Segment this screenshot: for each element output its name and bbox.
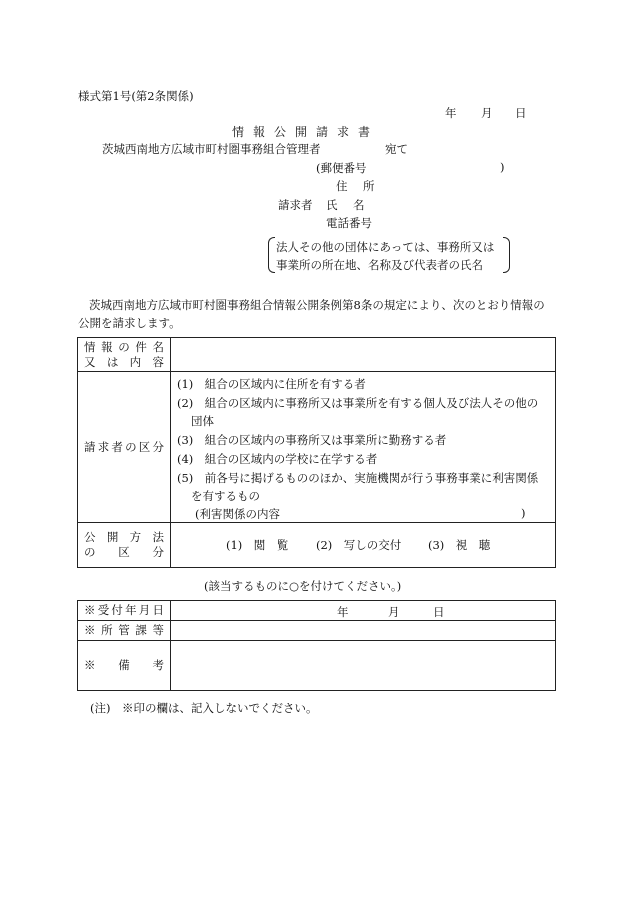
section-cell	[171, 621, 556, 641]
category-label: 請求者の区分	[84, 439, 164, 454]
subject-label-line2: 又は内容	[84, 354, 164, 369]
request-paragraph-line1: 茨城西南地方広域市町村圏事務組合情報公開条例第8条の規定により、次のとおり情報の	[89, 298, 545, 312]
interest-detail-open: (利害関係の内容	[195, 507, 280, 521]
category-item-3: (3) 組合の区域内の事務所又は事業所に勤務する者	[177, 433, 447, 447]
phone-label: 電話番号	[326, 216, 372, 230]
applicable-note: (該当するものに○を付けてください。)	[204, 579, 402, 593]
method-label-line2: の区分	[84, 545, 164, 559]
date-year-label: 年	[445, 106, 457, 120]
received-date-cell	[171, 601, 556, 621]
category-item-2: (2) 組合の区域内に事務所又は事業所を有する個人及び法人その他の	[177, 396, 539, 410]
address-label: 住 所	[336, 179, 377, 193]
category-item-2-cont: 団体	[191, 414, 214, 428]
remarks-label: ※備考	[78, 641, 171, 691]
name-label: 氏 名	[326, 198, 367, 212]
subject-input-cell[interactable]	[171, 338, 556, 372]
method-label-cell	[78, 523, 171, 568]
section-label: ※所管課等	[78, 621, 171, 641]
subject-label-line1: 情報の件名	[84, 339, 164, 354]
corp-note-line1: 法人その他の団体にあっては、事務所又は	[276, 240, 495, 254]
method-label-line1: 公開方法	[84, 530, 164, 544]
page-title: 情報公開請求書	[232, 125, 380, 139]
footer-note: (注) ※印の欄は、記入しないでください。	[90, 701, 318, 715]
category-label-cell	[78, 372, 171, 523]
category-item-5: (5) 前各号に掲げるもののほか、実施機関が行う事務事業に利害関係	[177, 471, 539, 485]
method-option-copy[interactable]: (2) 写しの交付	[316, 538, 402, 552]
requester-prefix: 請求者	[278, 198, 313, 212]
method-options-cell[interactable]	[171, 523, 556, 568]
date-month-label: 月	[481, 106, 493, 120]
addressee: 茨城西南地方広域市町村圏事務組合管理者	[102, 142, 321, 156]
form-number: 様式第1号(第2条関係)	[78, 89, 194, 103]
addressee-suffix: 宛て	[385, 142, 408, 156]
category-item-4: (4) 組合の区域内の学校に在学する者	[177, 452, 378, 466]
request-table	[77, 337, 556, 568]
received-month-label: 月	[388, 605, 400, 619]
date-day-label: 日	[515, 106, 527, 120]
office-use-table	[77, 600, 556, 691]
method-option-listen[interactable]: (3) 視 聴	[428, 538, 491, 552]
category-item-5-cont: を有するもの	[191, 489, 260, 503]
subject-label-cell	[78, 338, 171, 372]
corp-note-right-bracket	[503, 237, 510, 273]
remarks-cell	[171, 641, 556, 691]
postal-code-close: )	[500, 160, 505, 174]
received-day-label: 日	[433, 605, 445, 619]
corp-note-line2: 事業所の所在地、名称及び代表者の氏名	[276, 258, 483, 272]
request-paragraph-line2: 公開を請求します。	[78, 316, 181, 330]
category-options-cell[interactable]	[171, 372, 556, 523]
corp-note-left-bracket	[268, 237, 275, 273]
category-item-1: (1) 組合の区域内に住所を有する者	[177, 377, 366, 391]
received-year-label: 年	[337, 605, 349, 619]
interest-detail-close: )	[521, 506, 526, 520]
received-date-label: ※受付年月日	[78, 601, 171, 621]
postal-code-label: (郵便番号	[316, 161, 367, 175]
method-option-view[interactable]: (1) 閲 覧	[226, 538, 289, 552]
